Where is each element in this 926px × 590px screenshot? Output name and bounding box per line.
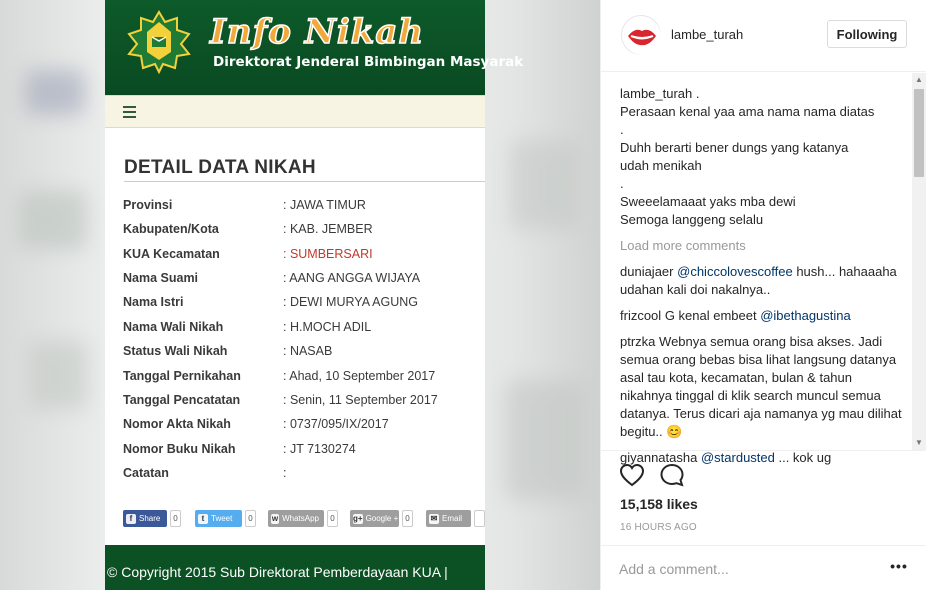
share-icon: f <box>126 514 136 524</box>
field-value: : Ahad, 10 September 2017 <box>283 369 436 383</box>
ministry-emblem-icon <box>125 10 193 72</box>
caption-line: Sweeelamaaat yaks mba dewi <box>620 194 796 209</box>
share-icon: g+ <box>353 514 363 523</box>
scroll-up-arrow-icon[interactable]: ▲ <box>915 75 923 84</box>
caption-line: Perasaan kenal yaa ama nama nama diatas <box>620 104 875 119</box>
hamburger-menu-icon <box>123 106 136 118</box>
field-label: Nama Suami <box>123 271 199 285</box>
share-icon: t <box>198 514 208 524</box>
comment-text: ... kok ug <box>774 450 832 465</box>
share-count: 0 <box>327 510 338 527</box>
scrollbar-thumb[interactable] <box>914 89 924 177</box>
post-timestamp[interactable]: 16 HOURS AGO <box>620 522 697 533</box>
field-label: Nomor Buku Nikah <box>123 442 236 456</box>
caption-line: Semoga langgeng selalu <box>620 212 764 227</box>
share-count <box>474 510 485 527</box>
comment-username[interactable]: giyannatasha <box>620 450 698 465</box>
share-icon: w <box>271 514 279 523</box>
field-value: : KAB. JEMBER <box>283 222 373 236</box>
caption-line: Duhh berarti bener dungs yang katanya <box>620 140 849 155</box>
lips-logo-icon <box>622 16 662 56</box>
share-count: 0 <box>170 510 181 527</box>
load-more-comments-link[interactable]: Load more comments <box>620 238 746 253</box>
field-label: Catatan <box>123 466 169 480</box>
comment-text: Webnya semua orang bisa akses. Jadi semua orang bebas bisa lihat langsung datanya asal tau kota, kecamatan, bulan & tahun nikahnya tinggal di klik search muncul semua datanya. Terus dicari aja namanya yg mau dilihat begitu.. 😊 <box>620 334 902 439</box>
field-value: : DEWI MURYA AGUNG <box>283 295 418 309</box>
share-count: 0 <box>402 510 413 527</box>
comment-input[interactable] <box>619 559 869 579</box>
share-count: 0 <box>245 510 256 527</box>
comment <box>620 263 905 299</box>
post-sidebar <box>600 0 925 590</box>
share-button <box>350 510 399 527</box>
post-header <box>601 0 926 72</box>
field-value: : <box>283 466 287 480</box>
more-options-icon[interactable]: ••• <box>890 558 908 574</box>
following-button[interactable]: Following <box>827 20 907 48</box>
caption-line: . <box>620 122 624 137</box>
field-value: : SUMBERSARI <box>283 247 373 261</box>
footer-copyright: © Copyright 2015 Sub Direktorat Pemberdayaan KUA | <box>107 564 448 580</box>
share-label: Google + <box>365 514 399 523</box>
share-label: WhatsApp <box>282 514 319 523</box>
field-label: Nomor Akta Nikah <box>123 417 231 431</box>
caption <box>620 85 905 229</box>
share-button <box>426 510 471 527</box>
title-divider <box>124 181 485 182</box>
comment <box>620 307 905 325</box>
share-label: Email <box>442 514 463 523</box>
comment <box>620 333 905 441</box>
site-banner <box>105 0 524 95</box>
caption-line: . <box>620 176 624 191</box>
field-label: Tanggal Pencatatan <box>123 393 241 407</box>
field-value: : Senin, 11 September 2017 <box>283 393 438 407</box>
comment-mention[interactable]: @ibethagustina <box>760 308 851 323</box>
field-label: Nama Istri <box>123 295 184 309</box>
share-icon: ✉ <box>430 514 438 523</box>
comment-text: G kenal embeet <box>664 308 761 323</box>
comment-mention[interactable]: @chiccolovescoffee <box>677 264 793 279</box>
share-label: Tweet <box>211 514 233 523</box>
post-username[interactable]: lambe_turah <box>671 27 744 42</box>
comment-bubble-icon[interactable] <box>659 463 685 487</box>
likes-count[interactable]: 15,158 likes <box>620 496 698 512</box>
field-label: KUA Kecamatan <box>123 247 220 261</box>
detail-title: DETAIL DATA NIKAH <box>124 157 316 178</box>
banner-subtitle: Direktorat Jenderal Bimbingan Masyarak <box>213 54 524 70</box>
add-comment-bar <box>601 545 926 590</box>
share-buttons-row <box>123 510 493 528</box>
caption-text <box>620 103 905 229</box>
caption-username[interactable]: lambe_turah . <box>620 86 700 101</box>
comments-scrollbar[interactable] <box>912 73 926 450</box>
comment-username[interactable]: frizcool <box>620 308 662 323</box>
share-label: Share <box>139 514 161 523</box>
comment-username[interactable]: duniajaer <box>620 264 674 279</box>
site-menu-bar <box>105 95 485 128</box>
comment-username[interactable]: ptrzka <box>620 334 656 349</box>
comment-text: hush... hahaaaha udahan kali doi nakalnya.. <box>620 264 897 297</box>
marriage-record-screenshot <box>105 0 524 590</box>
comment-items <box>620 263 905 467</box>
heart-icon[interactable] <box>619 463 645 487</box>
field-value: : NASAB <box>283 344 333 358</box>
field-value: : AANG ANGGA WIJAYA <box>283 271 421 285</box>
share-button <box>123 510 167 527</box>
banner-title: Info Nikah <box>210 12 425 52</box>
avatar[interactable] <box>621 15 661 55</box>
share-button <box>268 510 324 527</box>
caption-line: udah menikah <box>620 158 702 173</box>
comment-mention[interactable]: @stardusted <box>700 450 775 465</box>
site-footer <box>105 545 485 590</box>
field-label: Provinsi <box>123 198 173 212</box>
field-label: Tanggal Pernikahan <box>123 369 241 383</box>
field-label: Kabupaten/Kota <box>123 222 219 236</box>
field-label: Nama Wali Nikah <box>123 320 224 334</box>
scroll-down-arrow-icon[interactable]: ▼ <box>915 438 923 447</box>
field-value: : JAWA TIMUR <box>283 198 366 212</box>
field-value: : JT 7130274 <box>283 442 356 456</box>
post-actions <box>601 450 926 540</box>
comments-list[interactable] <box>601 73 926 465</box>
share-button <box>195 510 242 527</box>
field-label: Status Wali Nikah <box>123 344 228 358</box>
field-value: : H.MOCH ADIL <box>283 320 372 334</box>
field-value: : 0737/095/IX/2017 <box>283 417 389 431</box>
